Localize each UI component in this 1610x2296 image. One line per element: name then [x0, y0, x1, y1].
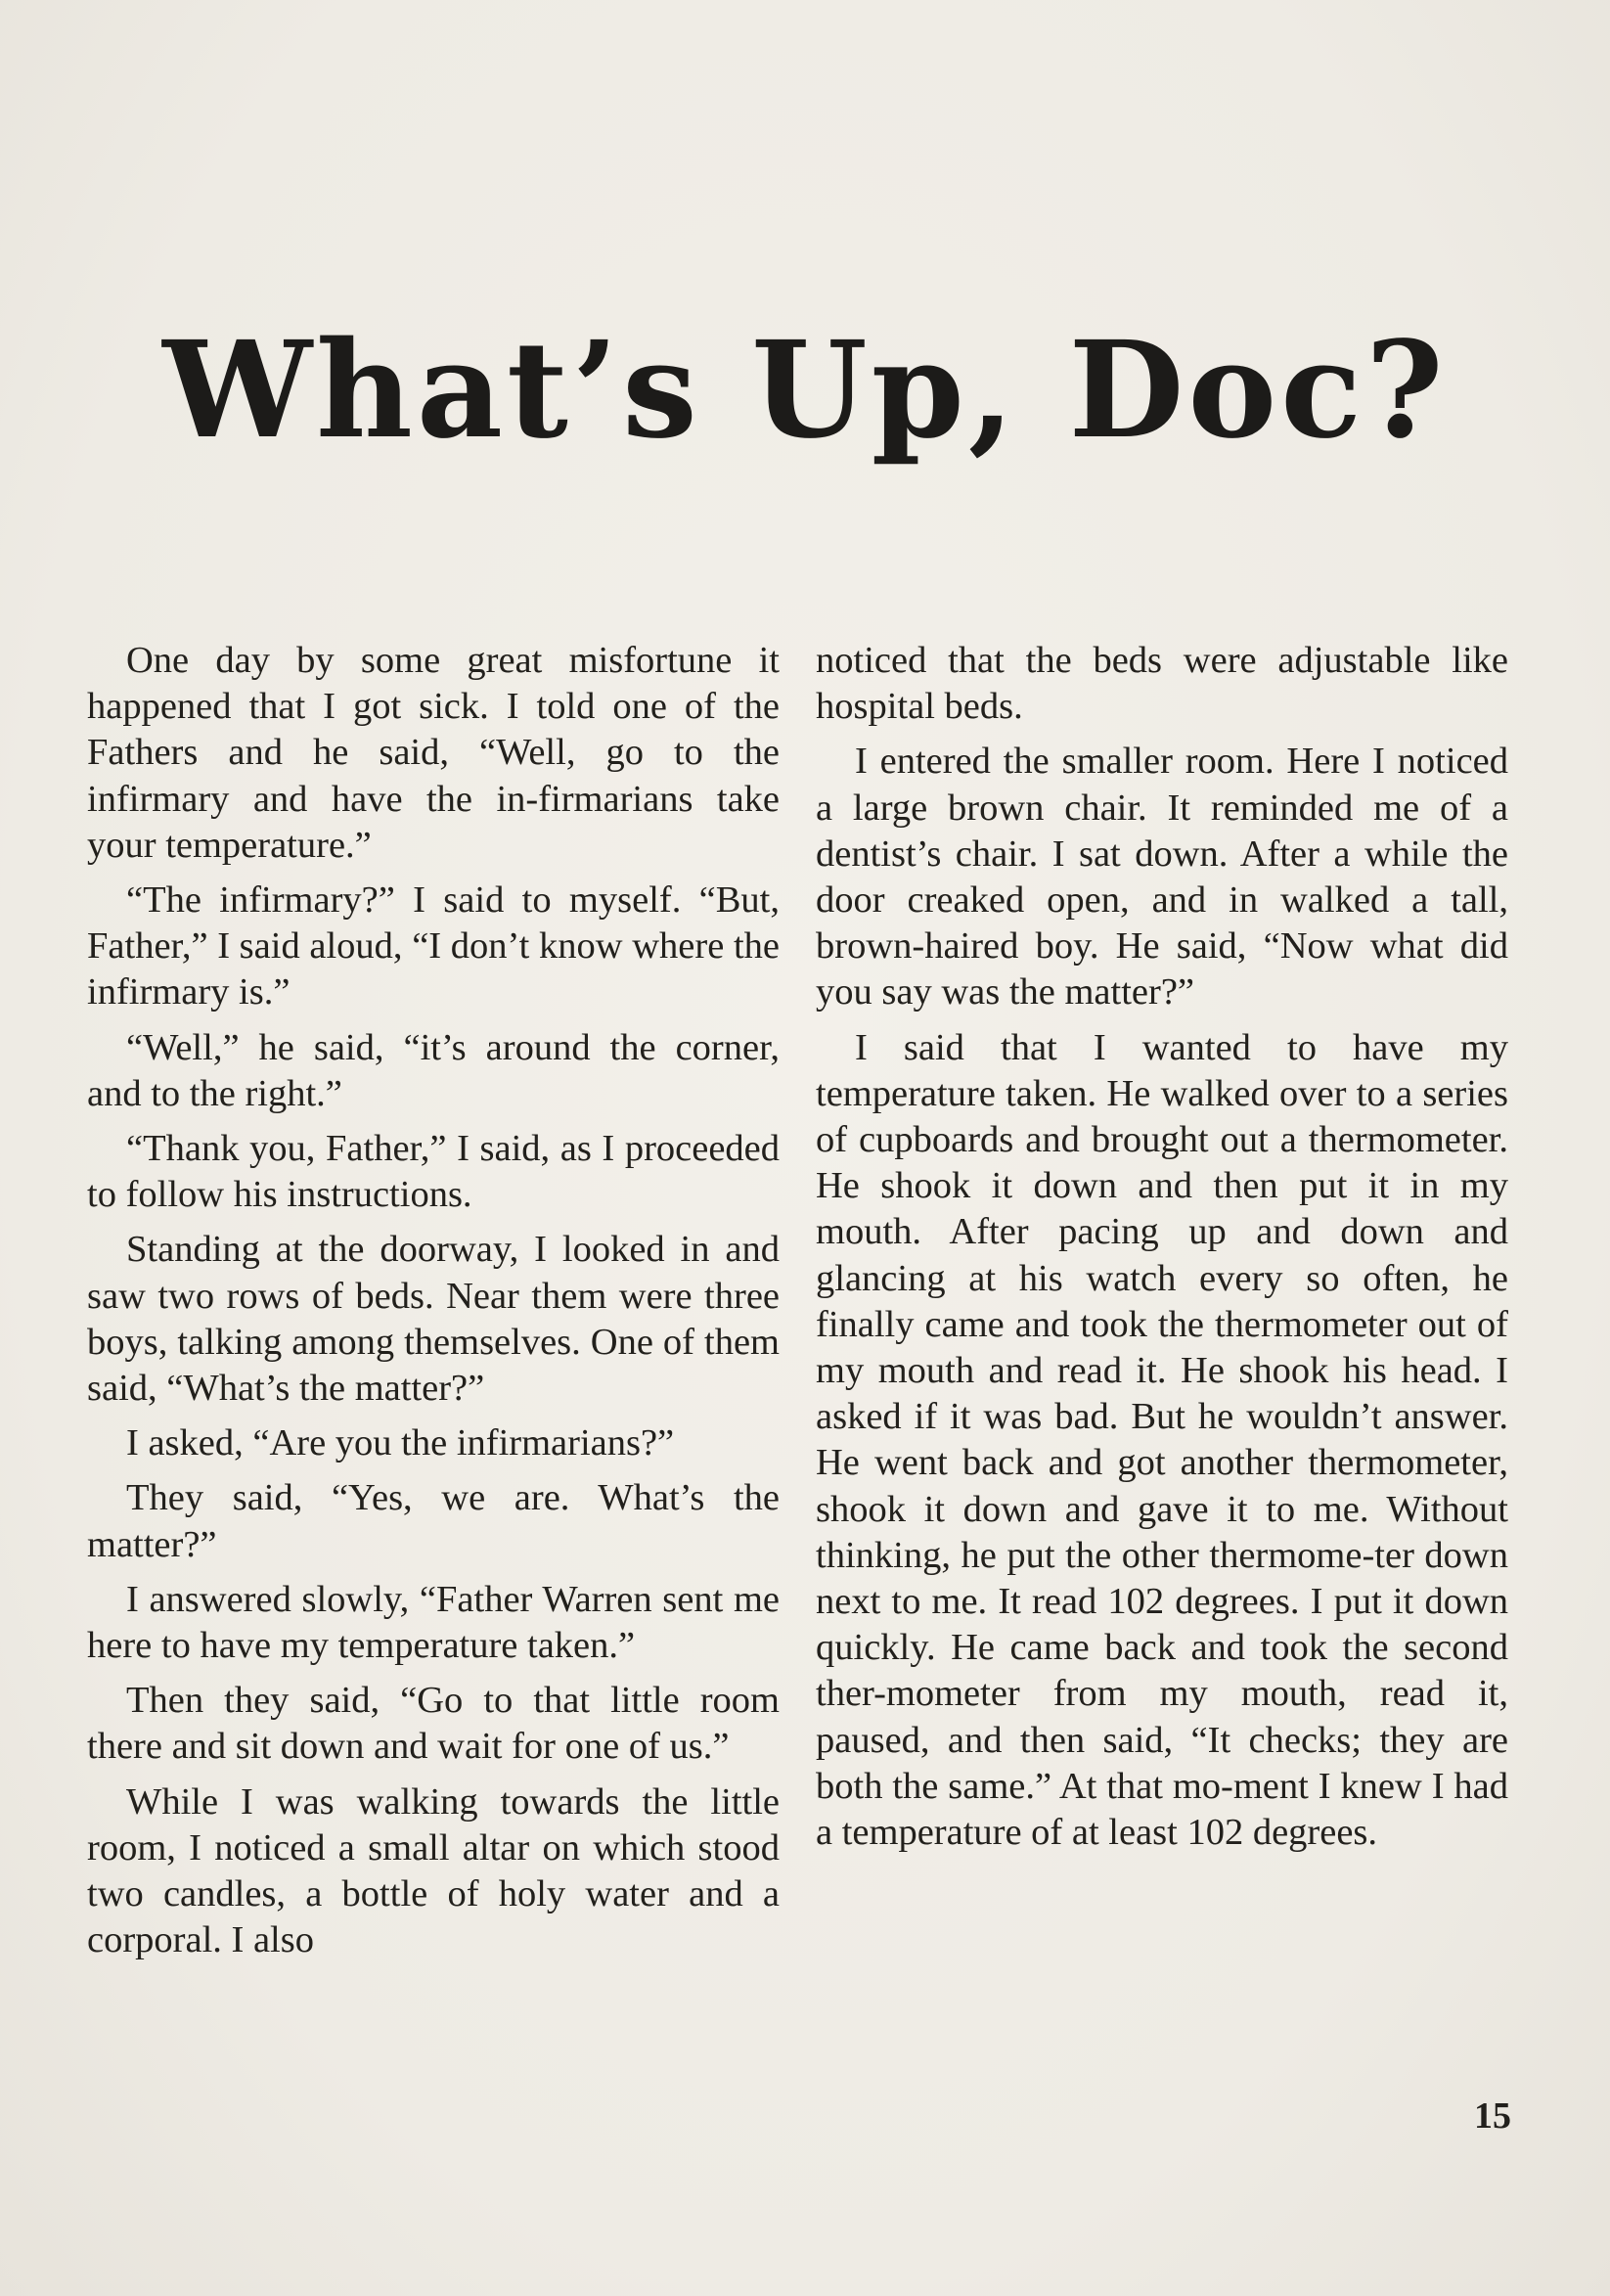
paragraph: They said, “Yes, we are. What’s the matter?”	[87, 1477, 780, 1565]
paragraph: “Thank you, Father,” I said, as I proceeded to follow his instructions.	[87, 1128, 780, 1216]
paragraph: I asked, “Are you the infirmarians?”	[126, 1422, 675, 1464]
right-column	[816, 638, 1508, 1865]
paragraph: Standing at the doorway, I looked in and saw two rows of beds. Near them were three boys, talking among themselves. One of them said, “What’s the matter?”	[87, 1229, 780, 1410]
left-column	[87, 638, 780, 1972]
paragraph: I said that I wanted to have my temperature taken. He walked over to a series of cupboards and brought out a thermometer. He shook it down and then put it in my mouth. After pacing up and down and glancing at his watch every so often, he finally came and took the thermometer out of my mouth and read it. He shook his head. I asked if it was bad. But he wouldn’t answer. He went back and got another thermometer, shook it down and gave it to me. Without thinking, he put the other thermome-ter down next to me. It read 102 degrees. I put it down quickly. He came back and took the second ther-mometer from my mouth, read it, paused, and then said, “It checks; they are both the same.” At that mo-ment I knew I had a temperature of at least 102 degrees.	[816, 1026, 1508, 1854]
paragraph: I answered slowly, “Father Warren sent me here to have my temperature taken.”	[87, 1578, 780, 1667]
paragraph: “The infirmary?” I said to myself. “But, Father,” I said aloud, “I don’t know where the infirmary is.”	[87, 879, 780, 1013]
paragraph: “Well,” he said, “it’s around the corner, and to the right.”	[87, 1026, 780, 1114]
paragraph-continued: noticed that the beds were adjustable like hospital beds.	[816, 640, 1508, 728]
page-number: 15	[1474, 2095, 1511, 2137]
paragraph: While I was walking towards the little room, I noticed a small altar on which stood two candles, a bottle of holy water and a corporal. I also	[87, 1780, 780, 1961]
paragraph: Then they said, “Go to that little room there and sit down and wait for one of us.”	[87, 1680, 780, 1768]
article-title: What’s Up, Doc?	[162, 312, 1448, 469]
paragraph: I entered the smaller room. Here I noticed a large brown chair. It reminded me of a dentist’s chair. I sat down. After a while the door creaked open, and in walked a tall, brown-haired boy. He said, “Now what did you say was the matter?”	[816, 741, 1508, 1013]
paragraph: One day by some great misfortune it happened that I got sick. I told one of the Fathers and he said, “Well, go to the infirmary and have the in-firmarians take your temperature.”	[87, 640, 780, 866]
